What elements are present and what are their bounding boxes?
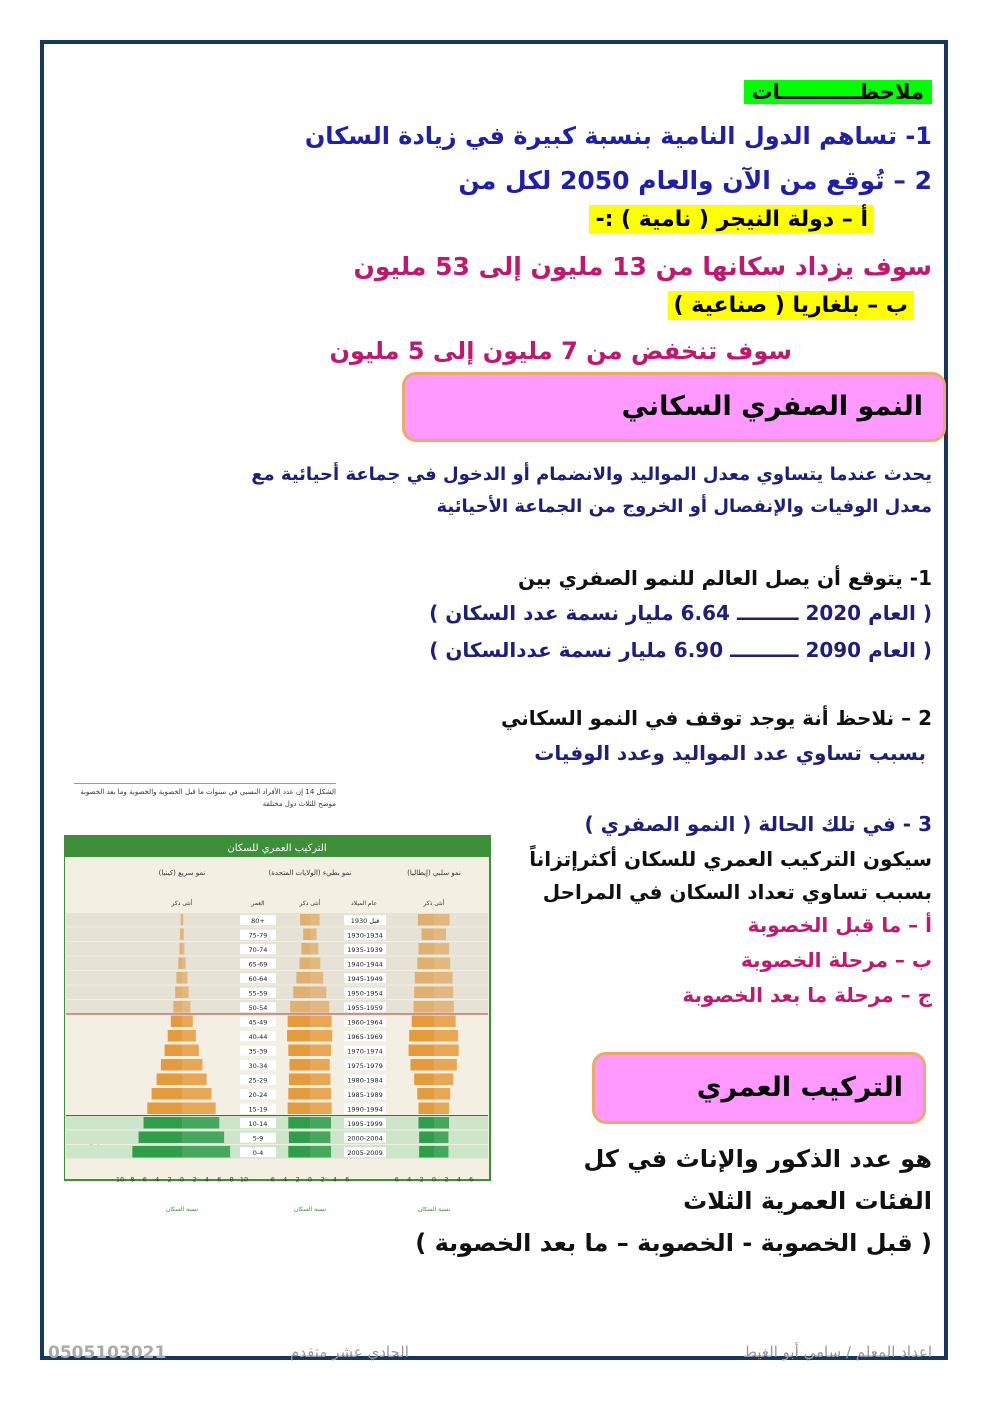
bar-male: [422, 929, 434, 941]
bar-male: [296, 972, 310, 984]
bar-female: [310, 1016, 332, 1028]
bar-male: [414, 1074, 434, 1086]
age-group-label: 45-49: [248, 1018, 268, 1027]
x-tick-label: 6: [217, 1175, 222, 1184]
axis-label-right: نسبة السكان: [417, 1206, 451, 1213]
bar-male: [414, 987, 434, 999]
x-tick-label: 0: [179, 1175, 185, 1184]
country-label-mid: نمو بطيء (الولايات المتحدة): [268, 869, 352, 877]
birth-year-label: 1950-1954: [347, 989, 383, 998]
x-tick-label: 6: [270, 1175, 275, 1184]
birth-year-label: 1955-1959: [347, 1004, 383, 1013]
age-structure-line-1: هو عدد الذكور والإناث في كل: [583, 1145, 932, 1173]
bar-male: [139, 1132, 182, 1144]
bar-male: [175, 987, 182, 999]
country-label-right: نمو سلبي (إيطاليا): [407, 869, 461, 877]
mf-header-mid: أنثى ذكر: [299, 900, 321, 907]
chart-ticks: [116, 1176, 473, 1184]
footer-phone: 0505103021: [48, 1343, 167, 1363]
bar-male: [410, 1059, 434, 1071]
age-group-label: 65-69: [248, 960, 268, 969]
bar-female: [434, 1016, 456, 1028]
point2-line-2: بسبب تساوي عدد المواليد وعدد الوفيات: [534, 741, 926, 765]
birth-year-label: 2000-2004: [347, 1134, 383, 1143]
point1-intro: 1- يتوقع أن يصل العالم للنمو الصفري بين: [518, 566, 932, 590]
x-tick-label: 2: [444, 1175, 449, 1184]
x-tick-label: 8: [229, 1175, 234, 1184]
bar-female: [310, 1103, 332, 1115]
bar-male: [157, 1074, 182, 1086]
age-group-label: 15-19: [248, 1105, 268, 1114]
bar-male: [412, 1016, 434, 1028]
figure-caption-line-1: الشكل 14 إن عدد الأفراد النسبي في سنوات ما قبل الخصوبة والخصوبة وما بعد الخصوبة: [80, 788, 336, 796]
birth-year-label: 1995-1999: [347, 1120, 383, 1129]
bar-male: [300, 914, 310, 926]
x-tick-label: 2: [192, 1175, 197, 1184]
birth-year-label: قبل 1930: [350, 917, 380, 926]
age-group-label: 70-74: [248, 946, 268, 955]
bar-female: [182, 1132, 224, 1144]
mf-header-left: أنثى ذكر: [171, 900, 193, 907]
age-group-label: 75-79: [248, 931, 268, 940]
bar-male: [419, 1132, 434, 1144]
bar-female: [434, 1117, 449, 1129]
age-group-label: 40-44: [248, 1033, 268, 1042]
bar-female: [310, 1146, 331, 1158]
bar-male: [414, 1001, 434, 1013]
bar-male: [293, 987, 310, 999]
bar-male: [161, 1059, 182, 1071]
figure-caption: [74, 783, 336, 808]
niger-projection: سوف يزداد سكانها من 13 مليون إلى 53 مليون: [353, 252, 932, 281]
bar-male: [415, 972, 434, 984]
stage-c: ج – مرحلة ما بعد الخصوبة: [682, 983, 932, 1007]
bar-female: [182, 972, 187, 984]
bar-male: [144, 1117, 182, 1129]
age-group-label: 80+: [251, 917, 265, 926]
axis-label-mid: نسبة السكان: [293, 1206, 327, 1213]
x-tick-label: 10: [239, 1175, 249, 1184]
bar-female: [182, 1074, 207, 1086]
bar-female: [310, 958, 320, 970]
country-label-left: نمو سريع (كينيا): [158, 869, 206, 877]
bar-male: [289, 1074, 310, 1086]
bar-male: [171, 1016, 182, 1028]
bar-male: [409, 1030, 434, 1042]
bar-female: [182, 987, 189, 999]
birth-year-label: 2005-2009: [347, 1149, 383, 1158]
bar-female: [182, 1088, 211, 1100]
bar-female: [434, 1045, 459, 1057]
birth-year-label: 1965-1969: [347, 1033, 383, 1042]
bar-male: [299, 958, 310, 970]
bar-male: [147, 1103, 182, 1115]
bar-female: [434, 1146, 448, 1158]
x-tick-label: 8: [130, 1175, 135, 1184]
bar-female: [182, 1016, 193, 1028]
bar-male: [417, 958, 434, 970]
bar-female: [310, 1059, 330, 1071]
bar-male: [419, 1117, 435, 1129]
birth-year-label: 1945-1949: [347, 975, 383, 984]
bar-female: [310, 972, 323, 984]
mf-header-right: أنثى ذكر: [423, 900, 445, 907]
figure-caption-line-2: موضح للثلاث دول مختلفة: [262, 800, 336, 808]
bar-female: [434, 914, 450, 926]
x-tick-label: 4: [204, 1175, 209, 1184]
birth-year-column-header: عام الميلاد: [350, 900, 378, 907]
x-tick-label: 0: [431, 1175, 437, 1184]
bar-female: [310, 1001, 329, 1013]
bar-female: [310, 1045, 331, 1057]
bar-female: [434, 1132, 448, 1144]
bar-male: [287, 1030, 310, 1042]
point2-line-1: 2 – نلاحظ أنة يوجد توقف في النمو السكاني: [500, 706, 932, 730]
niger-label: أ – دولة النيجر ( نامية ) :-: [589, 207, 874, 232]
bar-male: [132, 1146, 182, 1158]
bar-male: [288, 1117, 310, 1129]
birth-year-label: 1940-1944: [347, 960, 383, 969]
bar-female: [182, 914, 183, 926]
age-column-header: العمر: [251, 900, 265, 907]
notes-item-2: 2 – تُوقع من الآن والعام 2050 لكل من: [458, 166, 932, 195]
bar-female: [182, 1001, 190, 1013]
point3-line-1: 3 - في تلك الحالة ( النمو الصفري ): [584, 812, 932, 836]
notes-item-1: 1- تساهم الدول النامية بنسبة كبيرة في زيادة السكان: [304, 122, 932, 150]
x-tick-label: 4: [283, 1175, 288, 1184]
birth-year-label: 1975-1979: [347, 1062, 383, 1071]
bar-female: [182, 1146, 230, 1158]
definition-line-2: معدل الوفيات والإنفصال أو الخروج من الجماعة الأحيائية: [436, 496, 932, 517]
x-tick-label: 4: [407, 1175, 412, 1184]
age-group-label: 30-34: [248, 1062, 268, 1071]
footer-grade: الحادي عشر متقدم: [290, 1343, 409, 1361]
bar-male: [290, 1059, 310, 1071]
age-group-label: 5-9: [252, 1134, 264, 1143]
x-tick-label: 10: [115, 1175, 125, 1184]
bar-female: [310, 914, 320, 926]
bulgaria-label: ب – بلغاريا ( صناعية ): [668, 293, 914, 318]
x-tick-label: 0: [307, 1175, 313, 1184]
age-group-label: 10-14: [248, 1120, 268, 1129]
bar-male: [303, 929, 310, 941]
bar-female: [182, 1103, 216, 1115]
age-structure-title: التركيب العمري: [696, 1072, 903, 1103]
bar-male: [417, 1088, 434, 1100]
bar-male: [152, 1088, 182, 1100]
bar-female: [434, 958, 450, 970]
age-structure-line-2: الفئات العمرية الثلاث: [683, 1187, 932, 1215]
x-tick-label: 4: [155, 1175, 160, 1184]
age-group-label: 20-24: [248, 1091, 268, 1100]
bar-female: [434, 987, 453, 999]
bar-female: [434, 1059, 457, 1071]
zero-growth-title-box: [402, 372, 946, 442]
age-structure-line-3: ( قبل الخصوبة - الخصوبة – ما بعد الخصوبة ): [415, 1229, 932, 1257]
point3-line-2: سيكون التركيب العمري للسكان أكثرإتزاناً: [529, 847, 932, 871]
bar-male: [419, 943, 435, 955]
bar-male: [419, 1146, 434, 1158]
bar-female: [310, 1117, 331, 1129]
bar-female: [182, 1045, 199, 1057]
x-tick-label: 2: [167, 1175, 172, 1184]
bar-female: [182, 1059, 202, 1071]
bar-male: [288, 1088, 310, 1100]
bar-male: [288, 1103, 310, 1115]
bar-female: [434, 1088, 450, 1100]
x-tick-label: 6: [469, 1175, 474, 1184]
birth-year-label: 1985-1989: [347, 1091, 383, 1100]
bar-male: [288, 1045, 310, 1057]
bar-female: [434, 972, 453, 984]
x-tick-label: 6: [142, 1175, 147, 1184]
axis-label-left: نسبة السكان: [165, 1206, 199, 1213]
definition-line-1: يحدث عندما يتساوي معدل المواليد والانضمام أو الدخول في جماعة أحيائية مع: [251, 464, 932, 485]
bar-male: [419, 1103, 435, 1115]
bar-male: [288, 1016, 310, 1028]
age-group-label: 25-29: [248, 1076, 268, 1085]
x-tick-label: 2: [419, 1175, 424, 1184]
age-group-label: 60-64: [248, 975, 268, 984]
bar-female: [434, 1030, 458, 1042]
footer-author: اعداد المعلم / سامي أبو الغيط: [743, 1343, 932, 1361]
x-tick-label: 4: [332, 1175, 337, 1184]
bar-female: [182, 943, 184, 955]
bar-female: [434, 1001, 454, 1013]
point3-line-3: بسبب تساوي تعداد السكان في المراحل: [542, 880, 932, 904]
bar-female: [434, 1103, 449, 1115]
bar-male: [168, 1030, 182, 1042]
bar-male: [165, 1045, 182, 1057]
bar-male: [418, 914, 434, 926]
age-structure-title-box: [592, 1052, 926, 1124]
bar-female: [182, 929, 184, 941]
bulgaria-projection: سوف تنخفض من 7 مليون إلى 5 مليون: [329, 337, 792, 365]
chart-banner-title: التركيب العمري للسكان: [227, 843, 327, 854]
point1-row-2090: ( العام 2090 ــــــــــ 6.90 مليار نسمة عددالسكان ): [429, 638, 932, 662]
bar-female: [434, 943, 449, 955]
bar-male: [173, 1001, 182, 1013]
point1-row-2020: ( العام 2020 ـــــــــ 6.64 مليار نسمة عدد السكان ): [429, 601, 932, 625]
population-pyramid-chart: [64, 835, 494, 1215]
birth-year-label: 1960-1964: [347, 1018, 383, 1027]
bar-female: [182, 1030, 196, 1042]
bar-female: [434, 1074, 453, 1086]
bar-female: [310, 929, 317, 941]
x-tick-label: 6: [345, 1175, 350, 1184]
bar-male: [409, 1045, 434, 1057]
birth-year-label: 1935-1939: [347, 946, 383, 955]
bar-female: [310, 1088, 331, 1100]
x-tick-label: 2: [295, 1175, 300, 1184]
bar-male: [181, 914, 182, 926]
bar-male: [288, 1146, 310, 1158]
age-group-label: 0-4: [252, 1149, 264, 1158]
bar-female: [182, 958, 186, 970]
birth-year-label: 1990-1994: [347, 1105, 383, 1114]
bar-male: [289, 1132, 310, 1144]
age-group-label: 55-59: [248, 989, 268, 998]
x-tick-label: 6: [394, 1175, 399, 1184]
bar-male: [176, 972, 182, 984]
bar-female: [310, 1132, 330, 1144]
birth-year-label: 1980-1984: [347, 1076, 383, 1085]
bar-female: [310, 1030, 332, 1042]
x-tick-label: 4: [456, 1175, 461, 1184]
bar-female: [182, 1117, 219, 1129]
x-tick-label: 2: [320, 1175, 325, 1184]
bar-male: [180, 943, 182, 955]
bar-female: [310, 1074, 330, 1086]
bar-male: [301, 943, 310, 955]
notes-heading: ملاحظـــــــــــات: [744, 80, 932, 104]
bar-male: [290, 1001, 310, 1013]
bar-female: [310, 987, 326, 999]
bar-female: [310, 943, 318, 955]
birth-year-label: 1930-1934: [347, 931, 383, 940]
bar-male: [180, 929, 182, 941]
age-group-label: 50-54: [248, 1004, 268, 1013]
birth-year-label: 1970-1974: [347, 1047, 383, 1056]
bar-male: [178, 958, 182, 970]
age-group-label: 35-39: [248, 1047, 268, 1056]
bar-female: [434, 929, 446, 941]
zero-growth-title: النمو الصفري السكاني: [621, 391, 923, 422]
stage-a: أ – ما قبل الخصوبة: [747, 913, 932, 937]
stage-b: ب – مرحلة الخصوبة: [740, 948, 932, 972]
chart-bars: [66, 913, 488, 1159]
